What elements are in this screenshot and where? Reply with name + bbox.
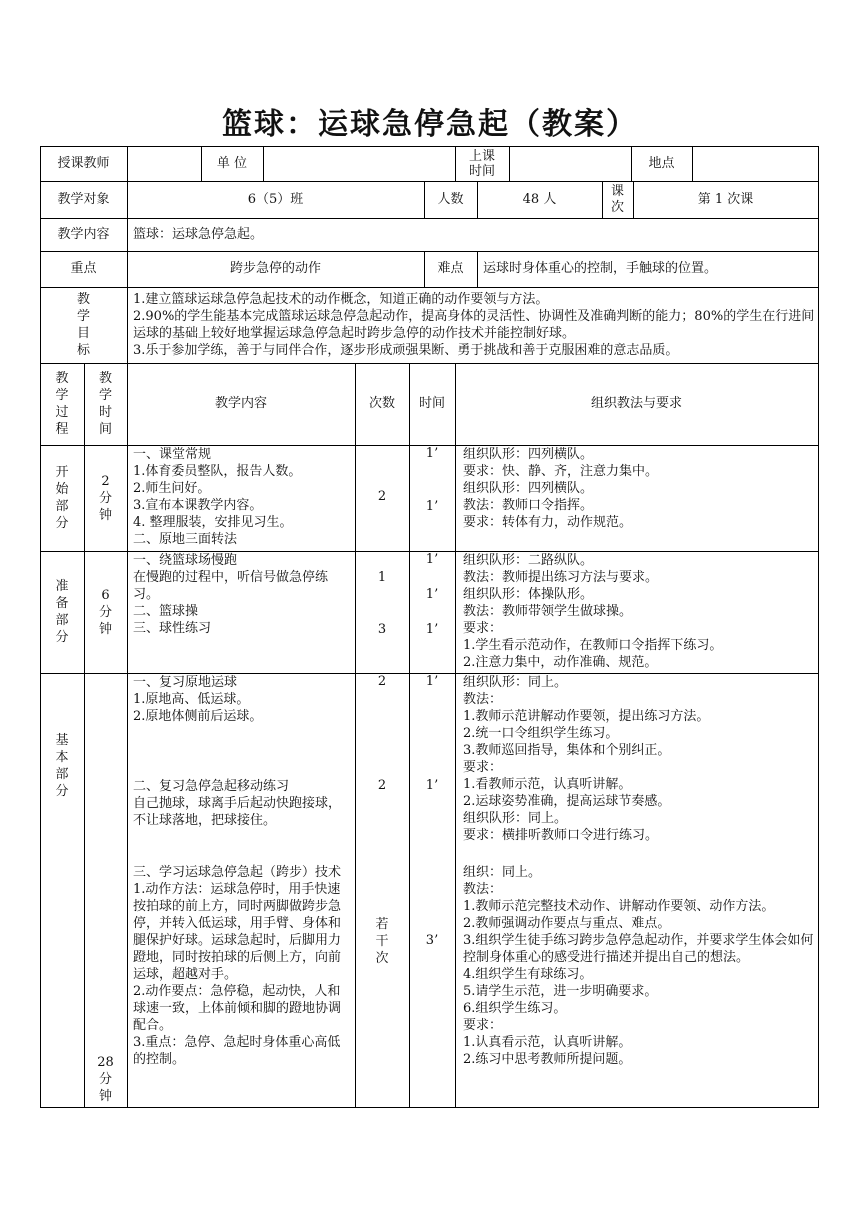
focus-value: 跨步急停的动作 [229, 261, 321, 276]
objectives-text: 1.建立篮球运球急停急起技术的动作概念，知道正确的动作要领与方法。 2.90%的学生能基本完成篮球运球急停急起动作，提高身体的灵活性、协调性及准确判断的能力；80%的学生在行进间运球的基础上较好地掌握运球急停急起时跨步急停的动作技术并能控制好球。 3.乐于参加学练，善于与同伴合作，逐步形成顽强果断、勇于挑战和善于克服困难的意志品质。 [133, 292, 815, 358]
section-prep-phase: 准 备 部 分 [55, 579, 69, 645]
section-start-time-2: 1’ [425, 499, 439, 514]
teacher-value [127, 146, 201, 181]
section-main-count-2: 2 [377, 778, 387, 793]
section-start-time-1: 1’ [425, 446, 439, 461]
content-label: 教学内容 [57, 226, 110, 242]
section-prep-time-2: 1’ [425, 587, 439, 602]
difficulty-label: 难点 [437, 261, 464, 276]
section-main-method-b: 组织：同上。 教法： 1.教师示范完整技术动作、讲解动作要领、动作方法。 2.教师强调动作要点与重点、难点。 3.组织学生徒手练习跨步急停急起动作，并要求学生体会如何控制身体重心的感受进行描述并提出自己的想法。 4.组织学生有球练习。 5.请学生示范，进一步明确要求。 6.组织学生练习。 要求： 1.认真看示范，认真听讲解。 2.练习中思考教师所提问题。 [463, 865, 814, 1067]
target-value: 6（5）班 [247, 191, 304, 207]
section-main-content-a: 一、复习原地运球 1.原地高、低运球。 2.原地体侧前后运球。 [133, 675, 263, 724]
count-value: 48 人 [522, 191, 557, 207]
section-start-duration: 2 分 钟 [98, 473, 112, 523]
section-prep-duration: 6 分 钟 [98, 587, 112, 637]
objectives-label: 教 学 目 标 [76, 292, 90, 358]
col-time: 时间 [418, 396, 445, 411]
target-label: 教学对象 [57, 191, 110, 207]
section-prep-time-1: 1’ [425, 552, 439, 567]
section-start-method: 组织队形：四列横队。 要求：快、静、齐，注意力集中。 组织队形：四列横队。 教法：教师口令指挥。 要求：转体有力，动作规范。 [463, 447, 659, 530]
section-start-phase: 开 始 部 分 [55, 465, 69, 531]
section-main-phase: 基 本 部 分 [55, 733, 69, 799]
section-main-content-c: 三、学习运球急停急起（跨步）技术 1.动作方法：运球急停时，用手快速按拍球的前上方，同时两脚做跨步急停，并转入低运球，用手臂、身体和腿保护好球。运球急起时，后脚用力蹬地，同时按拍球的后侧上方，向前运球，超越对手。 2.动作要点：急停稳，起动快，人和球速一致，上体前倾和脚的蹬地协调配合。 3.重点：急停、急起时身体重心高低的控制。 [133, 865, 342, 1067]
unit-value [263, 146, 455, 181]
col-process: 教 学 过 程 [55, 371, 69, 437]
section-start-content: 一、课堂常规 1.体育委员整队，报告人数。 2.师生问好。 3.宣布本课教学内容。 4. 整理服装，安排见习生。 二、原地三面转法 [133, 447, 302, 547]
lesson-label: 课 次 [610, 183, 624, 215]
content-value: 篮球：运球急停急起。 [133, 226, 264, 242]
section-prep-time-3: 1’ [425, 622, 439, 637]
section-main-method-a: 组织队形：同上。 教法： 1.教师示范讲解动作要领，提出练习方法。 2.统一口令组织学生练习。 3.教师巡回指导，集体和个别纠正。 要求： 1.看教师示范，认真听讲解。 2.运球姿势准确，提高运球节奏感。 组织队形：同上。 要求：横排听教师口令进行练习。 [463, 675, 710, 843]
section-main-time-1: 1’ [425, 674, 439, 689]
page-title: 篮球：运球急停急起（教案） [222, 107, 638, 142]
lesson-plan-table [40, 146, 819, 1108]
section-start-count: 2 [377, 489, 387, 504]
focus-label: 重点 [70, 261, 97, 276]
section-main-count-1: 2 [377, 674, 387, 689]
teacher-label: 授课教师 [57, 155, 110, 171]
unit-label: 单 位 [216, 155, 248, 171]
section-main-count-3: 若 干 次 [375, 917, 389, 966]
section-main-time-2: 1’ [425, 778, 439, 793]
col-count: 次数 [368, 396, 395, 411]
section-main-content-b: 二、复习急停急起移动练习 自己抛球，球离手后起动快跑接球，不让球落地，把球接住。 [133, 779, 342, 828]
difficulty-value: 运球时身体重心的控制，手触球的位置。 [483, 261, 718, 276]
col-method: 组织教法与要求 [590, 396, 682, 411]
section-main-time-3: 3’ [425, 933, 439, 948]
count-label: 人数 [437, 191, 464, 207]
place-value [692, 146, 818, 181]
lesson-value: 第 1 次课 [697, 191, 754, 207]
section-prep-count-2: 3 [377, 622, 387, 637]
col-content: 教学内容 [214, 396, 267, 411]
section-prep-method: 组织队形：二路纵队。 教法：教师提出练习方法与要求。 组织队形：体操队形。 教法：教师带领学生做球操。 要求： 1.学生看示范动作，在教师口令指挥下练习。 2.注意力集中，动作准确、规范。 [463, 553, 723, 670]
class-time-label: 上课 时间 [468, 148, 495, 179]
place-label: 地点 [648, 155, 675, 171]
section-main-duration: 28 分 钟 [97, 1055, 114, 1104]
class-time-value [509, 146, 631, 181]
col-duration: 教 学 时 间 [98, 371, 112, 437]
section-prep-count-1: 1 [377, 570, 387, 585]
section-prep-content: 一、绕篮球场慢跑 在慢跑的过程中，听信号做急停练习。 二、篮球操 三、球性练习 [133, 553, 329, 636]
